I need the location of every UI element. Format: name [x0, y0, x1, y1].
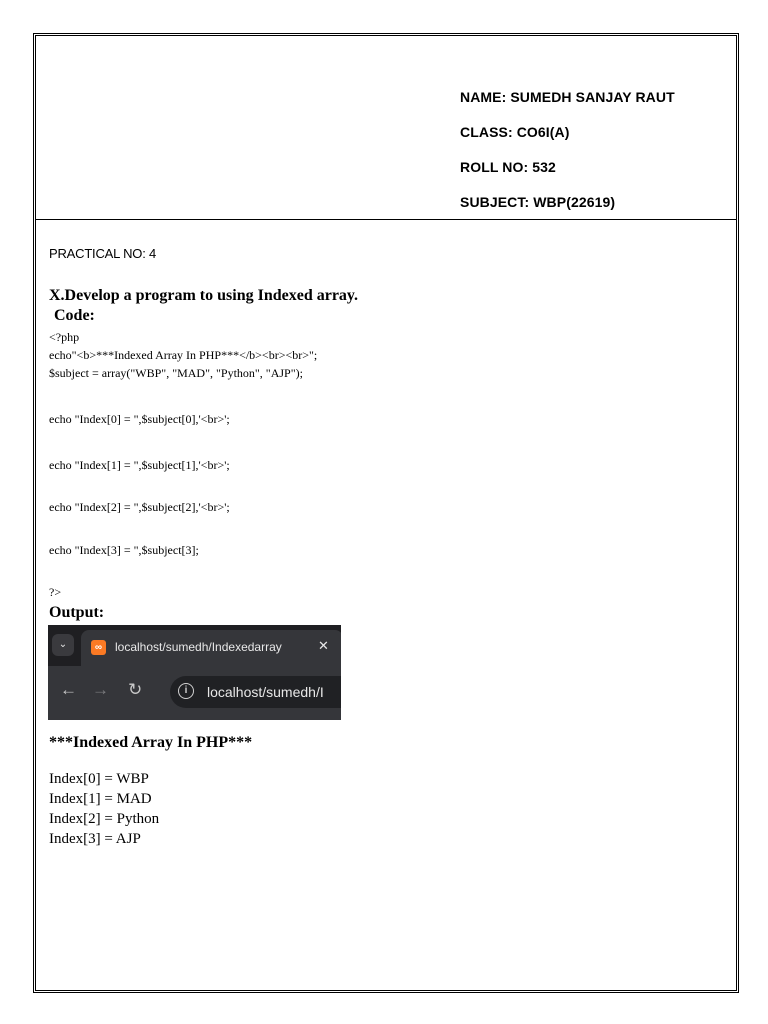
info-icon[interactable]: i: [178, 683, 194, 699]
code-line: $subject = array("WBP", "MAD", "Python", "AJP");: [49, 366, 303, 380]
output-line: Index[0] = WBP: [49, 771, 149, 787]
chevron-down-icon[interactable]: ⌄: [52, 634, 74, 656]
tab-title-fade: [289, 636, 313, 658]
code-line: <?php: [49, 330, 80, 344]
header-divider: [36, 219, 736, 220]
roll-number: ROLL NO: 532: [460, 159, 556, 175]
code-line: echo "Index[1] = ",$subject[1],'<br>';: [49, 458, 230, 472]
tab-title: localhost/sumedh/Indexedarray: [115, 640, 282, 654]
student-details: [460, 80, 675, 220]
output-line: Index[1] = MAD: [49, 791, 152, 807]
student-name: NAME: SUMEDH SANJAY RAUT: [460, 89, 675, 105]
output-line: Index[2] = Python: [49, 811, 160, 827]
student-class: CLASS: CO6I(A): [460, 124, 570, 140]
code-line: echo "Index[2] = ",$subject[2],'<br>';: [49, 500, 230, 514]
tab-strip: [48, 625, 341, 666]
browser-toolbar: [48, 666, 341, 720]
code-line: ?>: [49, 585, 62, 599]
rendered-heading: ***Indexed Array In PHP***: [49, 734, 253, 751]
close-icon[interactable]: ✕: [318, 638, 329, 653]
code-line: echo "Index[0] = ",$subject[0],'<br>';: [49, 412, 230, 426]
reload-icon[interactable]: ↻: [128, 680, 143, 699]
xampp-favicon-icon: ∞: [91, 640, 106, 655]
forward-arrow-icon[interactable]: →: [92, 680, 109, 699]
code-line: echo"<b>***Indexed Array In PHP***</b><br><br>";: [49, 348, 318, 362]
output-heading: Output:: [49, 604, 105, 621]
code-line: echo "Index[3] = ",$subject[3];: [49, 543, 199, 557]
code-heading: Code:: [54, 307, 95, 324]
subject-code: SUBJECT: WBP(22619): [460, 194, 616, 210]
address-bar[interactable]: [170, 676, 341, 708]
browser-tab[interactable]: [81, 630, 341, 666]
output-line: Index[3] = AJP: [49, 831, 141, 847]
practical-aim: X.Develop a program to using Indexed array.: [49, 287, 359, 304]
browser-screenshot: [48, 625, 341, 720]
back-arrow-icon[interactable]: ←: [60, 680, 77, 699]
practical-number: PRACTICAL NO: 4: [49, 246, 157, 261]
address-url: localhost/sumedh/I: [207, 684, 324, 700]
